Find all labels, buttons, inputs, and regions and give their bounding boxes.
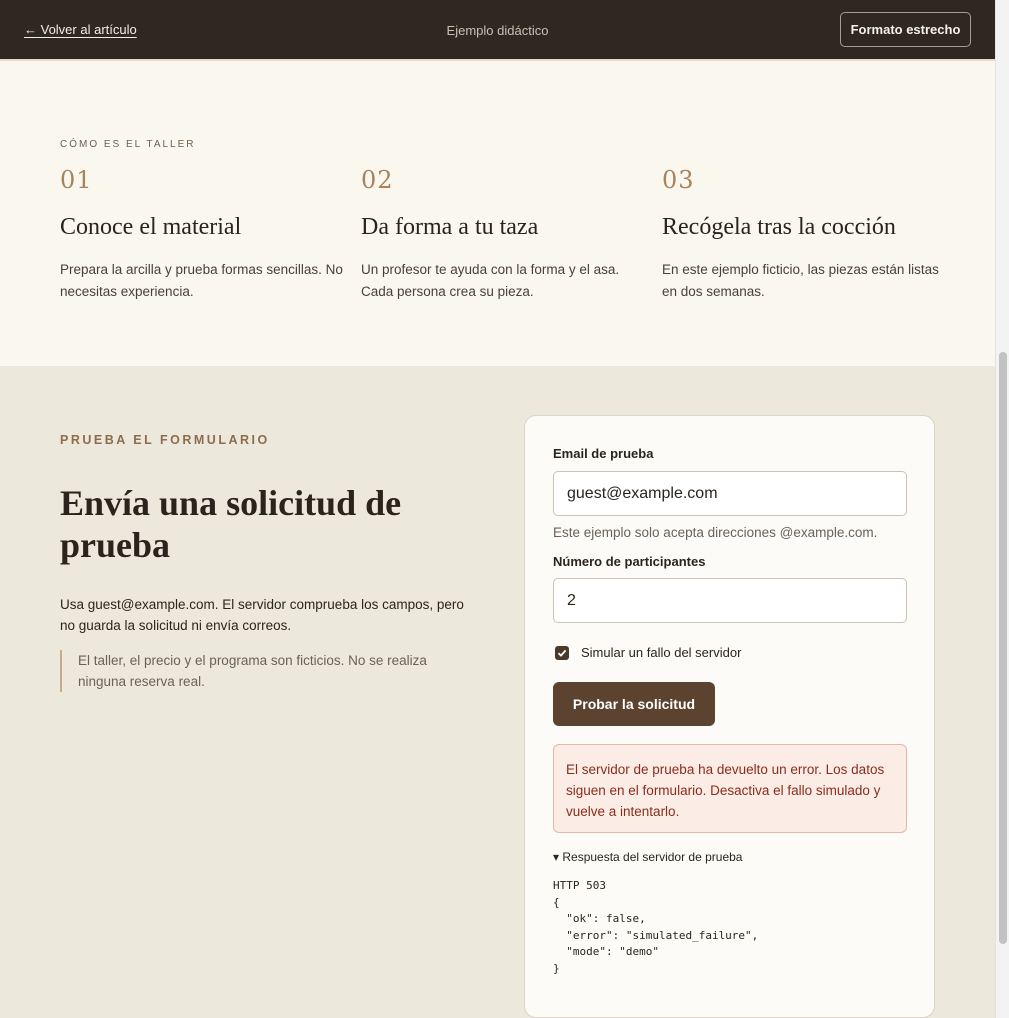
participants-label: Número de participantes: [553, 554, 706, 569]
submit-request-button[interactable]: Probar la solicitud: [553, 682, 715, 726]
narrow-format-button[interactable]: Formato estrecho: [840, 12, 971, 47]
step-text: Prepara la arcilla y prueba formas sencillas. No necesitas experiencia.: [60, 262, 343, 299]
step-title: Da forma a tu taza: [361, 214, 539, 240]
step-3: [662, 166, 952, 303]
email-label: Email de prueba: [553, 446, 654, 461]
participants-field[interactable]: [553, 578, 907, 623]
form-eyebrow: PRUEBA EL FORMULARIO: [60, 433, 270, 447]
error-message: El servidor de prueba ha devuelto un error. Los datos siguen en el formulario. Desactiva el fallo simulado y vuelve a intentarlo.: [553, 744, 907, 833]
page-title: Ejemplo didáctico: [446, 23, 549, 38]
server-response-code: HTTP 503 { "ok": false, "error": "simulated_failure", "mode": "demo" }: [553, 879, 759, 975]
step-number: 03: [662, 166, 695, 194]
page-scrollbar[interactable]: [995, 0, 1009, 1018]
step-2: [361, 166, 651, 303]
simulate-failure-checkbox[interactable]: [555, 646, 569, 660]
step-title: Recógela tras la cocción: [662, 214, 896, 240]
top-bar: [0, 0, 995, 59]
form-headline: Envía una solicitud de prueba: [60, 483, 402, 565]
step-text: Un profesor te ayuda con la forma y el asa. Cada persona crea su pieza.: [361, 262, 620, 299]
steps-eyebrow: CÓMO ES EL TALLER: [60, 139, 196, 150]
form-intro-text: Usa guest@example.com. El servidor comprueba los campos, pero no guarda la solicitud ni envía correos.: [60, 597, 464, 633]
step-number: 01: [60, 166, 93, 194]
request-form-card: [524, 415, 935, 1018]
step-text: En este ejemplo ficticio, las piezas están listas en dos semanas.: [662, 262, 939, 299]
simulate-failure-label: Simular un fallo del servidor: [581, 645, 742, 660]
server-response-toggle[interactable]: ▾ Respuesta del servidor de prueba: [553, 850, 743, 864]
step-number: 02: [361, 166, 394, 194]
form-section: [0, 366, 995, 1018]
simulate-failure-toggle[interactable]: [555, 645, 741, 660]
workshop-steps-section: [0, 59, 995, 366]
scrollbar-thumb[interactable]: [999, 352, 1007, 944]
step-title: Conoce el material: [60, 214, 242, 240]
back-to-article-link[interactable]: ← Volver al artículo: [24, 22, 137, 37]
step-1: [60, 166, 350, 303]
fictional-note: El taller, el precio y el programa son ficticios. No se realiza ninguna reserva real.: [60, 650, 470, 692]
email-field[interactable]: [553, 471, 907, 516]
email-hint: Este ejemplo solo acepta direcciones @example.com.: [553, 525, 878, 540]
checkmark-icon: [557, 648, 567, 658]
